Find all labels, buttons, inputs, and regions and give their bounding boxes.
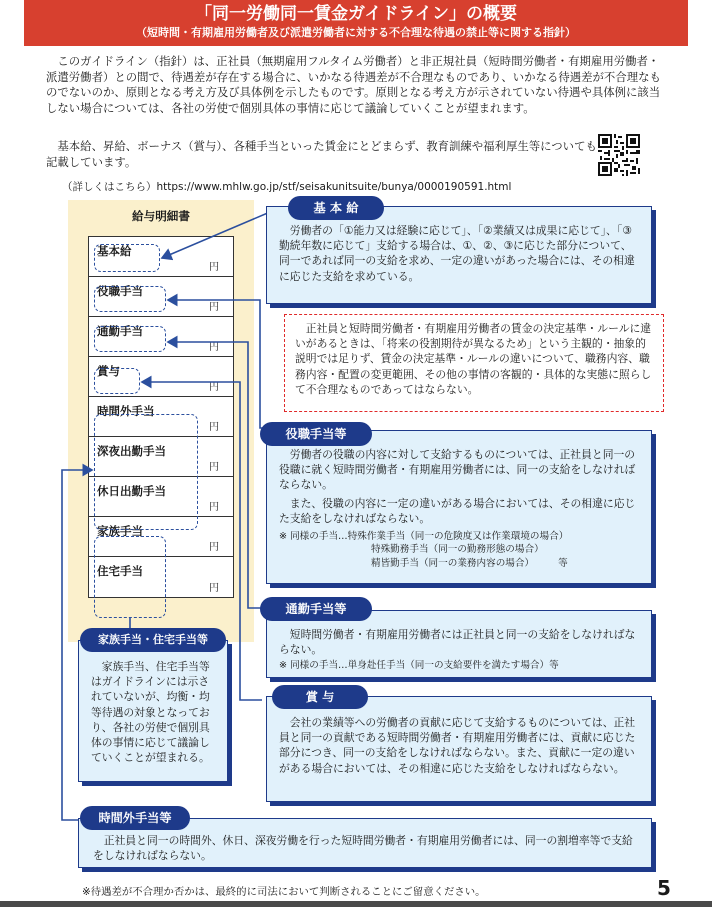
yen-unit: 円 [209, 422, 219, 433]
bottom-bar [0, 901, 712, 907]
payslip-item-label: 住宅手当 [97, 564, 143, 578]
jikangai-label: 時間外手当等 [80, 806, 190, 830]
intro-text-1: このガイドライン（指針）は、正社員（無期雇用フルタイム労働者）と非正規社員（短時間労働者・有期雇用労働者・派遣労働者）との間で、待遇差が存在する場合に、いかなる待遇差が不合理なものであり、いかなる待遇差が不合理なものでないのか、原則となる考え方及び具体例を示したものです。原則となる考え方が示されていない待遇や具体例に該当しない場合については、各社の労使で個別具体の事情に応じて議論していくことが望まれます。 [46, 54, 661, 115]
yen-unit: 円 [209, 583, 219, 594]
yen-unit: 円 [209, 542, 219, 553]
payslip-title: 給与明細書 [132, 209, 190, 223]
qr-code-icon[interactable] [598, 134, 640, 176]
highlight-tsukin [94, 326, 166, 352]
yen-unit: 円 [209, 342, 219, 353]
yakushoku-note-1: ※ 同様の手当…特殊作業手当（同一の危険度又は作業環境の場合） [279, 531, 569, 543]
payslip-item-label: 通勤手当 [97, 324, 143, 338]
kazoku-text: 家族手当、住宅手当等はガイドラインには示されていないが、均衡・均等待遇の対象となっており、各社の労使で個別具体の事情に応じて議論していくことが望まれる。 [91, 660, 210, 765]
yakushoku-text-2: また、役職の内容に一定の違いがある場合においては、その相違に応じた支給をしなければならない。 [279, 496, 636, 525]
footer-note: ※待遇差が不合理か否かは、最終的に司法において判断されることにご留意ください。 [82, 886, 486, 898]
yakushoku-text-1: 労働者の役職の内容に対して支給するものについては、正社員と同一の役職に就く短時間労働者・有期雇用労働者には、同一の支給をしなければならない。 [279, 448, 636, 492]
page-subtitle: （短時間・有期雇用労働者及び派遣労働者に対する不合理な待遇の禁止等に関する指針） [136, 26, 576, 39]
caution-text: 正社員と短時間労働者・有期雇用労働者の賃金の決定基準・ルールに違いがあるときは、「将来の役割期待が異なるため」という主観的・抽象的説明では足りず、賃金の決定基準・ルールの違いについて、職務内容、職務内容・配置の変更範囲、その他の事情の客観的・具体的な実態に照らして不合理なものであってはならない。 [295, 322, 652, 396]
kihonkyu-box [266, 206, 652, 304]
highlight-yakushoku [94, 286, 166, 312]
kihonkyu-label: 基 本 給 [288, 196, 384, 220]
yen-unit: 円 [209, 462, 219, 473]
highlight-kazoku-group [94, 536, 166, 618]
kazoku-box [78, 640, 228, 782]
payslip-item-label: 基本給 [97, 244, 132, 258]
payslip-item-label: 家族手当 [97, 524, 143, 538]
highlight-shoyo [94, 368, 140, 394]
highlight-kihonkyu [94, 244, 160, 272]
tsukin-text: 短時間労働者・有期雇用労働者には正社員と同一の支給をしなければならない。 [279, 628, 636, 657]
payslip-item-label: 休日出勤手当 [97, 484, 166, 498]
kazoku-label: 家族手当・住宅手当等 [80, 628, 226, 652]
shoyo-text: 会社の業績等への労働者の貢献に応じて支給するものについては、正社員と同一の貢献である短時間労働者・有期雇用労働者には、貢献に応じた部分につき、同一の支給をしなければならない。また、貢献に一定の違いがある場合においては、その相違に応じた支給をしなければならない。 [279, 716, 636, 775]
payslip-item-label: 時間外手当 [97, 404, 155, 418]
yakushoku-note-3: 精皆勤手当（同一の業務内容の場合） 等 [371, 557, 568, 569]
page-title: 「同一労働同一賃金ガイドライン」の概要 [195, 4, 517, 24]
payslip-item-label: 賞与 [97, 364, 120, 378]
page-number: 5 [657, 876, 671, 900]
kihonkyu-text: 労働者の「①能力又は経験に応じて」、「②業績又は成果に応じて」、「③勤続年数に応じて」支給する場合は、①、②、③に応じた部分について、同一であれば同一の支給を求め、一定の違いがあった場合には、その相違に応じた支給を求めている。 [279, 224, 635, 283]
tsukin-note: ※ 同様の手当…単身赴任手当（同一の支給要件を満たす場合）等 [279, 660, 559, 672]
payslip-item-label: 深夜出勤手当 [97, 444, 166, 458]
yen-unit: 円 [209, 382, 219, 393]
jikangai-text: 正社員と同一の時間外、休日、深夜労働を行った短時間労働者・有期雇用労働者には、同一の割増率等で支給をしなければならない。 [93, 834, 633, 863]
yen-unit: 円 [209, 302, 219, 313]
yakushoku-box [266, 430, 652, 584]
shoyo-label: 賞 与 [272, 685, 368, 709]
yen-unit: 円 [209, 502, 219, 513]
title-banner [24, 0, 688, 46]
guideline-url-link[interactable]: （詳しくはこちら）https://www.mhlw.go.jp/stf/seisakunitsuite/bunya/0000190591.html [62, 181, 512, 193]
highlight-jikangai-group [94, 414, 198, 530]
payslip-item-label: 役職手当 [97, 284, 143, 298]
intro-text-2: 基本給、昇給、ボーナス（賞与）、各種手当といった賃金にとどまらず、教育訓練や福利厚生等についても記載しています。 [46, 139, 597, 169]
tsukin-label: 通勤手当等 [260, 597, 372, 621]
caution-box [284, 314, 664, 412]
yen-unit: 円 [209, 262, 219, 273]
yakushoku-label: 役職手当等 [260, 422, 372, 446]
shoyo-box [266, 696, 652, 802]
intro-paragraph [46, 54, 664, 116]
yakushoku-note-2: 特殊勤務手当（同一の勤務形態の場合） [371, 544, 544, 556]
